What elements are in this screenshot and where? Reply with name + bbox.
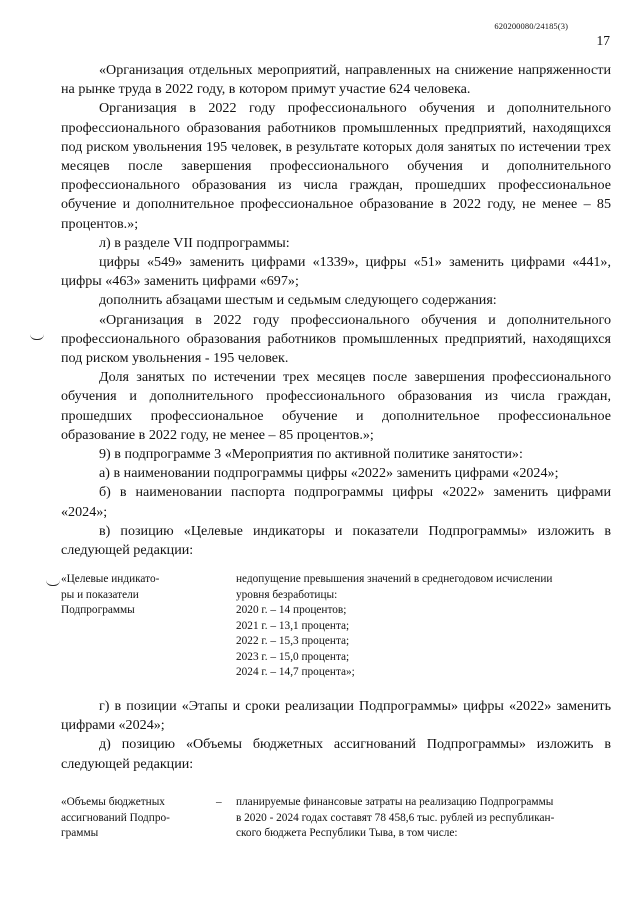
paragraph: л) в разделе VII подпрограммы: [99, 234, 290, 251]
paragraph: б) в наименовании паспорта подпрограммы цифры «2022» заменить цифрами «2024»; [61, 484, 611, 520]
table-value-line: в 2020 - 2024 годах составят 78 458,6 тыс. рублей из республикан- [236, 811, 555, 824]
document-body-continued [61, 697, 611, 774]
document-body [61, 61, 611, 560]
paragraph: а) в наименовании подпрограммы цифры «2022» заменить цифрами «2024»; [99, 465, 559, 482]
budget-dash: – [216, 796, 222, 808]
paragraph: Организация в 2022 году профессионального обучения и дополнительного профессионального образования работников промышленных предприятий, находящихся под риском увольнения 195 человек, в результате которых доля занятых по истечении трех месяцев после завершения профессионального обучения и дополнительного профессионального образования из числа граждан, прошедших профессиональное обучение и дополнительное профессиональное образование в 2022 году, не менее – 85 процентов.»; [61, 100, 611, 232]
table-label-line: «Объемы бюджетных [61, 796, 165, 808]
table-value-line: 2023 г. – 15,0 процента; [236, 650, 350, 663]
paragraph: «Организация в 2022 году профессионального обучения и дополнительного профессионального образования работников промышленных предприятий, находящихся под риском увольнения - 195 человек. [61, 311, 611, 367]
document-code: 620200080/24185(3) [494, 21, 568, 31]
indicators-value [236, 572, 616, 681]
paragraph: «Организация отдельных мероприятий, направленных на снижение напряженности на рынке труда в 2022 году, в котором примут участие 624 человека. [61, 62, 611, 98]
paragraph: д) позицию «Объемы бюджетных ассигнований Подпрограммы» изложить в следующей редакции: [61, 736, 611, 772]
margin-mark [46, 580, 60, 586]
table-value-line: планируемые финансовые затраты на реализацию Подпрограммы [236, 796, 554, 808]
paragraph: Доля занятых по истечении трех месяцев после завершения профессионального обучения и дополнительного профессионального образования из числа граждан, прошедших профессиональное обучение и дополнительное профессиональное образование в 2022 году, не менее – 85 процентов.»; [61, 369, 611, 443]
table-value-line: уровня безработицы: [236, 588, 338, 601]
table-label-line: ры и показатели [61, 588, 139, 601]
page-number: 17 [596, 33, 610, 48]
budget-label [61, 795, 211, 842]
paragraph: цифры «549» заменить цифрами «1339», цифры «51» заменить цифрами «441», цифры «463» заменить цифрами «697»; [61, 254, 611, 290]
paragraph: в) позицию «Целевые индикаторы и показатели Подпрограммы» изложить в следующей редакции: [61, 522, 611, 559]
margin-mark [30, 334, 44, 340]
table-value-line: недопущение превышения значений в среднегодовом исчислении [236, 573, 553, 585]
budget-value [236, 795, 616, 842]
table-value-line: 2024 г. – 14,7 процента»; [236, 666, 355, 678]
table-value-line: 2021 г. – 13,1 процента; [236, 619, 350, 632]
paragraph: 9) в подпрограмме 3 «Мероприятия по активной политике занятости»: [99, 446, 523, 463]
table-label-line: ассигнований Подпро- [61, 811, 170, 824]
table-label-line: «Целевые индикато- [61, 573, 160, 585]
table-label-line: граммы [61, 827, 99, 839]
table-value-line: 2022 г. – 15,3 процента; [236, 635, 350, 647]
paragraph: г) в позиции «Этапы и сроки реализации Подпрограммы» цифры «2022» заменить цифрами «2024»; [61, 698, 611, 734]
indicators-label [61, 572, 211, 619]
paragraph: дополнить абзацами шестым и седьмым следующего содержания: [99, 292, 497, 309]
table-label-line: Подпрограммы [61, 604, 135, 616]
table-value-line: 2020 г. – 14 процентов; [236, 604, 347, 616]
table-value-line: ского бюджета Республики Тыва, в том числе: [236, 827, 458, 839]
